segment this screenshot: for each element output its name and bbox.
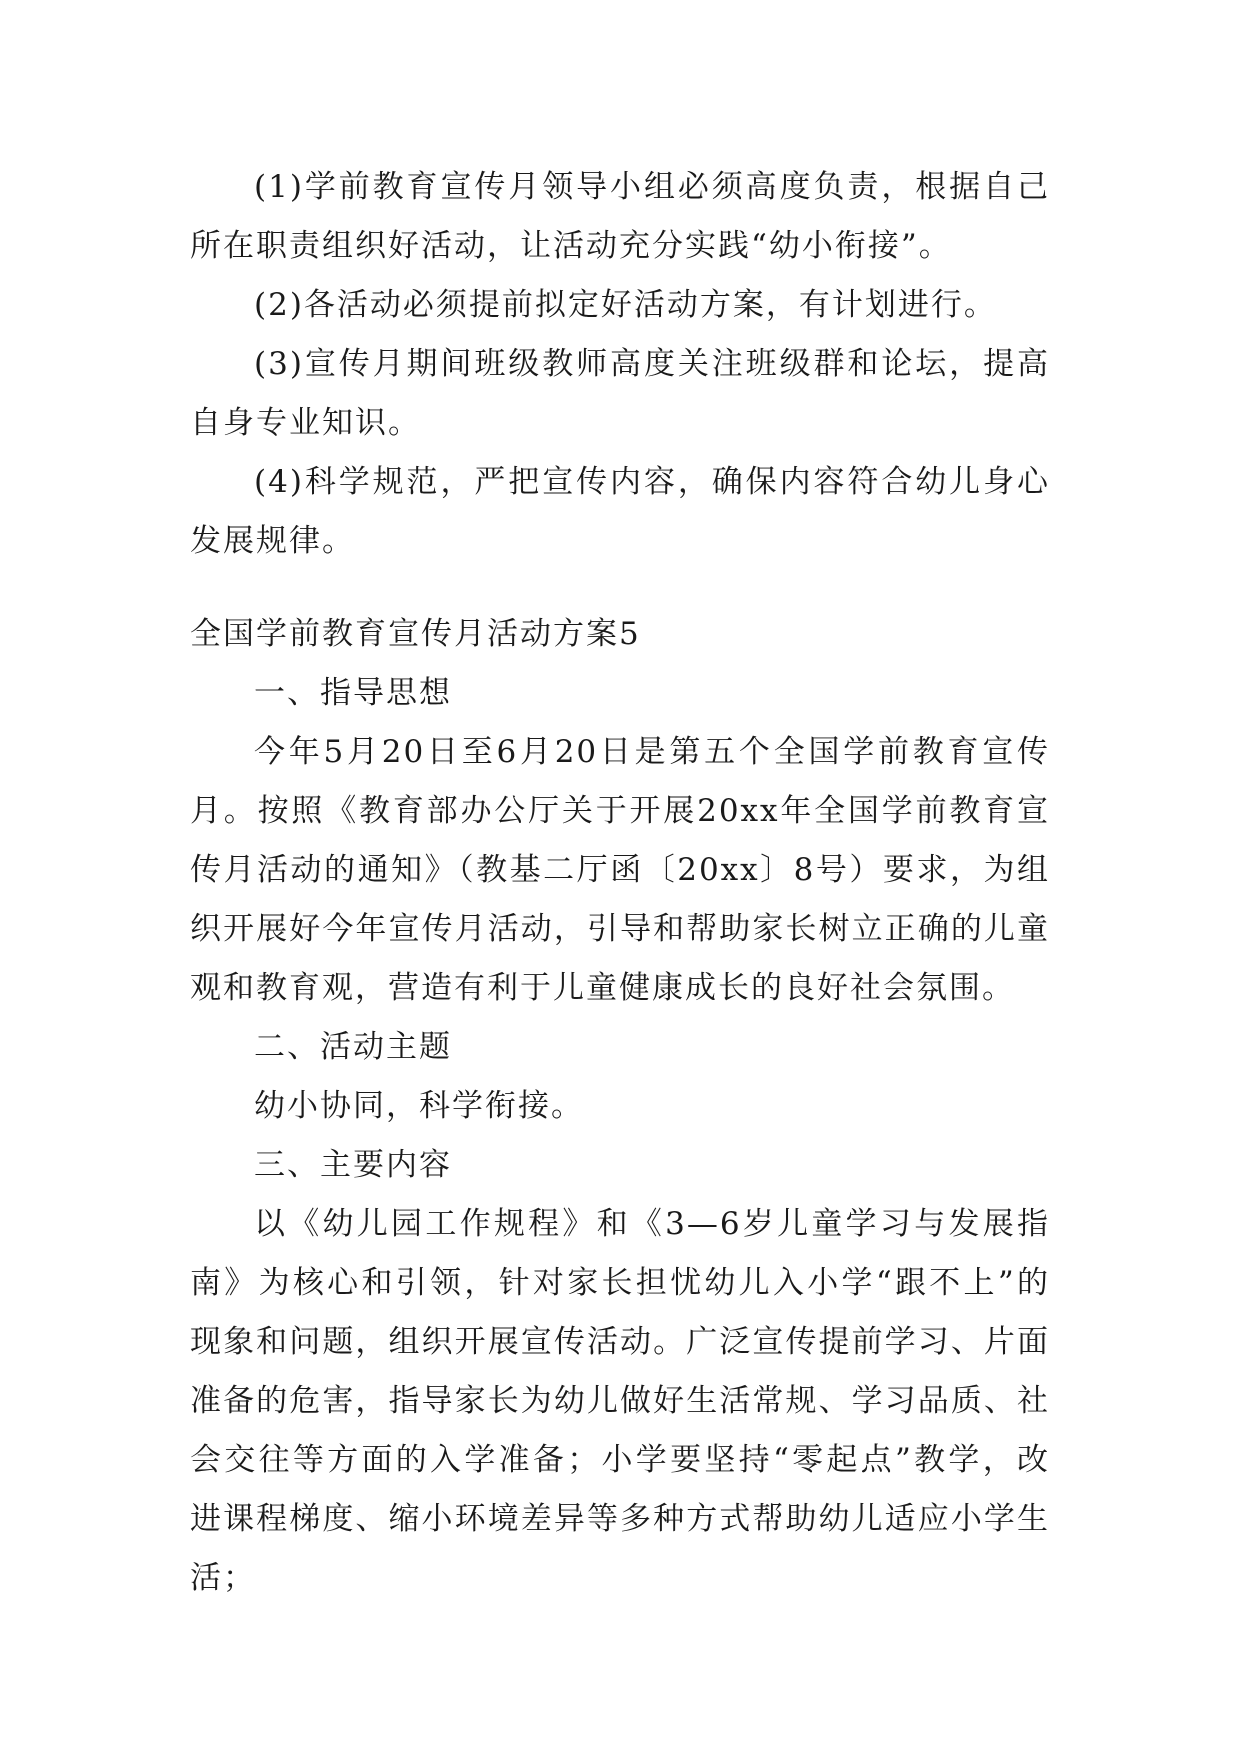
paragraph-activity-theme: 幼小协同，科学衔接。	[254, 1088, 584, 1124]
heading-activity-theme: 二、活动主题	[254, 1029, 452, 1065]
measure-item-1: (1)学前教育宣传月领导小组必须高度负责，根据自己所在职责组织好活动，让活动充分实践“幼小衔接”。	[190, 169, 1050, 264]
measure-item-4: (4)科学规范，严把宣传内容，确保内容符合幼儿身心发展规律。	[190, 464, 1050, 559]
heading-guiding-thought: 一、指导思想	[254, 675, 452, 711]
heading-main-content: 三、主要内容	[254, 1147, 452, 1183]
measure-item-2: (2)各活动必须提前拟定好活动方案，有计划进行。	[254, 287, 997, 323]
measure-item-3: (3)宣传月期间班级教师高度关注班级群和论坛，提高自身专业知识。	[190, 346, 1050, 441]
section-title: 全国学前教育宣传月活动方案5	[190, 616, 641, 652]
paragraph-main-content: 以《幼儿园工作规程》和《3—6岁儿童学习与发展指南》为核心和引领，针对家长担忧幼儿入小学“跟不上”的现象和问题，组织开展宣传活动。广泛宣传提前学习、片面准备的危害，指导家长为幼儿做好生活常规、学习品质、社会交往等方面的入学准备；小学要坚持“零起点”教学，改进课程梯度、缩小环境差异等多种方式帮助幼儿适应小学生活；	[190, 1206, 1050, 1596]
paragraph-guiding-thought: 今年5月20日至6月20日是第五个全国学前教育宣传月。按照《教育部办公厅关于开展20xx年全国学前教育宣传月活动的通知》（教基二厅函〔20xx〕8号）要求，为组织开展好今年宣传月活动，引导和帮助家长树立正确的儿童观和教育观，营造有利于儿童健康成长的良好社会氛围。	[190, 734, 1050, 1006]
document-body	[190, 158, 1050, 1608]
